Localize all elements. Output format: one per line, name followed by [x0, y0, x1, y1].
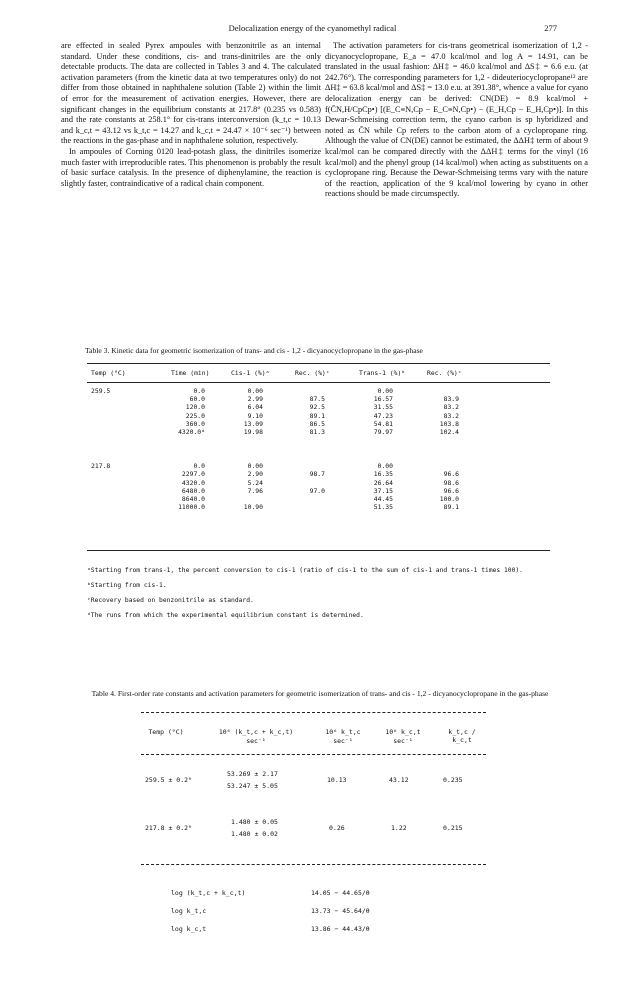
footnote: ᶜRecovery based on benzonitrile as standard.	[87, 597, 254, 604]
table-row	[87, 412, 550, 420]
log-row	[171, 925, 471, 935]
table3-caption: Table 3. Kinetic data for geometric isomerization of trans- and cis - 1,2 - dicyanocyclopropane in the gas-phase	[85, 346, 423, 355]
cell-ktc: 0.26	[329, 824, 345, 832]
running-title: Delocalization energy of the cyanomethyl radical	[228, 23, 397, 33]
cell-ktc: 10.13	[327, 776, 347, 784]
cell-rec-trans: 100.0	[439, 495, 459, 503]
cell-cis: 10.90	[243, 503, 263, 512]
cell-cis: 13.09	[243, 419, 263, 428]
page-number: 277	[544, 23, 557, 33]
log-row	[171, 889, 471, 899]
cell-sum: 1.480 ± 0.05	[231, 818, 278, 826]
cell-temp: 259.5 ± 0.2°	[145, 776, 192, 784]
cell-rec-trans: 89.1	[443, 503, 459, 512]
cell-trans: 44.45	[373, 495, 393, 503]
cell-trans: 79.97	[373, 428, 393, 436]
table4-caption: Table 4. First-order rate constants and activation parameters for geometric isomerization of trans- and cis - 1,2 - dicyanocyclopropane in the gas-phase	[91, 689, 549, 698]
right-column	[325, 41, 588, 200]
running-head	[60, 23, 565, 37]
cell-cis: 5.24	[247, 478, 263, 487]
cell-sum: 53.269 ± 2.17	[227, 770, 278, 778]
cell-cis: 9.10	[247, 411, 263, 420]
cell-time: 8640.0	[181, 495, 205, 503]
table-row	[87, 428, 550, 436]
cell-rec-cis: 98.7	[309, 470, 325, 479]
table3-footnotes	[87, 567, 550, 627]
paragraph: are effected in sealed Pyrex ampoules with benzonitrile as an internal standard. Under these conditions, cis- and trans-dinitriles are the only detectable products. The data are collected in Tables 3 and 4. The calculated activation parameters (from the kinetic data at two temperatures only) do not differ from those obtained in naphthalene solution (Table 2) within the limit of error for the measurement of activation energies. However, there are significant changes in the equilibrium constants at 217.8° (0.235 vs 0.583) and the rate constants at 258.1° for cis-trans interconversion (k_t,c = 10.13 and k_c,t = 43.12 vs k_t,c = 14.27 and k_c,t = 24.47 × 10⁻⁶ sec⁻¹) between the reactions in the gas-phase and in naphthalene solution, respectively.	[61, 41, 321, 146]
cell-time: 11000.0	[178, 503, 205, 512]
col-header: Cis-1 (%)ᵃ	[231, 369, 270, 377]
table-row	[87, 503, 550, 511]
cell-rec-trans: 96.6	[443, 470, 459, 479]
col-header: 10⁶ k_t,c	[325, 728, 361, 736]
cell-cis: 0.00	[247, 462, 263, 471]
cell-time: 2297.0	[181, 470, 205, 479]
cell-cis: 19.98	[243, 428, 263, 436]
cell-rec-cis: 89.1	[309, 411, 325, 420]
cell-rec-trans: 98.6	[443, 478, 459, 487]
cell-trans: 0.00	[377, 462, 393, 471]
cell-rec-trans: 102.4	[439, 428, 459, 436]
left-column	[61, 41, 321, 189]
cell-cis: 7.96	[247, 486, 263, 495]
table-row	[87, 462, 550, 470]
cell-trans: 26.64	[373, 478, 393, 487]
table-row	[87, 395, 550, 403]
log-row	[171, 907, 471, 917]
paragraph: The activation parameters for cis-trans geometrical isomerization of 1,2 - dicyanocyclopropane, E_a = 47.0 kcal/mol and log A = 14.91, can be translated in the usual fashion: ΔH‡ = 46.0 kcal/mol and ΔS‡ = 6.6 e.u. (at 242.76°). The corresponding parameters for 1,2 - dideuteriocyclopropane¹² are ΔH‡ = 63.8 kcal/mol and ΔS‡ = 13.0 e.u. at 391.38°, whence a value for cyano delocalization energy can be derived: CN(DE) = 8.9 kcal/mol + f(C̄N,H/CpCp•) [(E_C≡N,Cp − E_C≡N,Cp•) − (E_H,Cp − E_H,Cp•)]. In this Dewar-Schmeising correction term, the cyano carbon is sp hybridized and noted as C̄N while Cp refers to the carbon atom of a cyclopropane ring. Although the value of CN(DE) cannot be estimated, the ΔΔH‡ term of about 9 kcal/mol can be compared directly with the ΔΔH‡ terms for the vinyl (16 kcal/mol) and the phenyl group (14 kcal/mol) when acting as substituents on a cyclopropane ring. Because the Dewar-Schmeising terms vary with the nature of the reaction, application of the 9 kcal/mol lowering by cyano in other reactions should be made circumspectly.	[325, 41, 588, 199]
cell-time: 6480.0	[181, 486, 205, 495]
cell-time: 120.0	[185, 403, 205, 412]
cell-rec-cis: 92.5	[309, 403, 325, 412]
cell-time: 60.0	[189, 395, 205, 404]
unit-label: sec⁻¹	[393, 737, 413, 745]
cell-kct: 43.12	[389, 776, 409, 784]
cell-trans: 37.15	[373, 486, 393, 495]
cell-time: 4320.0ᵈ	[178, 428, 205, 436]
cell-temp: 217.8 ± 0.2°	[145, 824, 192, 832]
table-row	[141, 818, 486, 848]
footnote: ᵇStarting from cis-1.	[87, 582, 167, 589]
cell-cis: 2.99	[247, 395, 263, 404]
table-row	[87, 495, 550, 503]
unit-label: sec⁻¹	[333, 737, 353, 745]
cell-rec-trans: 83.2	[443, 411, 459, 420]
col-header: 10⁶ (k_t,c + k_c,t)	[218, 728, 294, 736]
cell-trans: 54.81	[373, 419, 393, 428]
col-header: k_t,c / k_c,t	[448, 728, 476, 744]
cell-trans: 47.23	[373, 411, 393, 420]
cell-trans: 16.57	[373, 395, 393, 404]
log-label: log k_t,c	[171, 907, 207, 915]
table-row	[87, 487, 550, 495]
col-header: Rec. (%)ᶜ	[427, 369, 462, 377]
cell-cis: 6.04	[247, 403, 263, 412]
table-row	[87, 403, 550, 411]
cell-time: 0.0	[193, 462, 205, 471]
cell-trans: 31.55	[373, 403, 393, 412]
table-row	[87, 470, 550, 478]
col-header: Rec. (%)ᶜ	[295, 369, 330, 377]
cell-cis: 2.90	[247, 470, 263, 479]
cell-rec-trans: 83.9	[443, 395, 459, 404]
cell-trans: 16.35	[373, 470, 393, 479]
footnote: ᵃStarting from trans-1, the percent conversion to cis-1 (ratio of cis-1 to the sum of cis-1 and trans-1 times 100).	[87, 567, 523, 574]
table-row	[87, 420, 550, 428]
cell-rec-trans: 103.8	[439, 419, 459, 428]
footnote: ᵈThe runs from which the experimental equilibrium constant is determined.	[87, 612, 364, 619]
col-header: Temp (°C)	[91, 369, 126, 377]
table-row	[87, 387, 550, 395]
table-row	[141, 770, 486, 800]
log-equation: 14.05 − 44.65/θ	[311, 889, 370, 897]
col-header: Time (min)	[171, 369, 210, 377]
cell-rec-cis: 97.0	[309, 486, 325, 495]
cell-rec-cis: 87.5	[309, 395, 325, 404]
cell-time: 0.0	[193, 387, 205, 395]
cell-ratio: 0.215	[443, 824, 463, 832]
cell-time: 4320.0	[181, 478, 205, 487]
cell-rec-trans: 83.2	[443, 403, 459, 412]
cell-cis: 0.00	[247, 387, 263, 395]
cell-temp: 259.5	[91, 387, 111, 395]
cell-kct: 1.22	[391, 824, 407, 832]
cell-time: 360.0	[185, 419, 205, 428]
cell-ratio: 0.235	[443, 776, 463, 784]
cell-trans: 51.35	[373, 503, 393, 512]
log-label: log (k_t,c + k_c,t)	[171, 889, 246, 897]
col-header: Trans-1 (%)ᵇ	[359, 369, 406, 377]
paragraph: In ampoules of Corning 0120 lead-potash glass, the dinitriles isomerize much faster with irreproducible rates. This phenomenon is probably the result of basic surface catalysis. In the presence of diphenylamine, the reaction is slightly faster, contraindicative of a radical chain component.	[61, 146, 321, 188]
cell-rec-cis: 86.5	[309, 419, 325, 428]
log-equation: 13.86 − 44.43/θ	[311, 925, 370, 933]
col-header: 10⁶ k_c,t	[385, 728, 421, 736]
log-equation: 13.73 − 45.64/θ	[311, 907, 370, 915]
cell-temp: 217.8	[91, 462, 111, 471]
cell-rec-trans: 96.6	[443, 486, 459, 495]
cell-time: 225.0	[185, 411, 205, 420]
table-row	[87, 479, 550, 487]
log-label: log k_c,t	[171, 925, 207, 933]
cell-sum: 1.480 ± 0.02	[231, 830, 278, 838]
unit-label: sec⁻¹	[246, 737, 266, 745]
cell-sum: 53.247 ± 5.05	[227, 782, 278, 790]
cell-trans: 0.00	[377, 387, 393, 395]
cell-rec-cis: 81.3	[309, 428, 325, 436]
col-header: Temp (°C)	[148, 728, 184, 736]
